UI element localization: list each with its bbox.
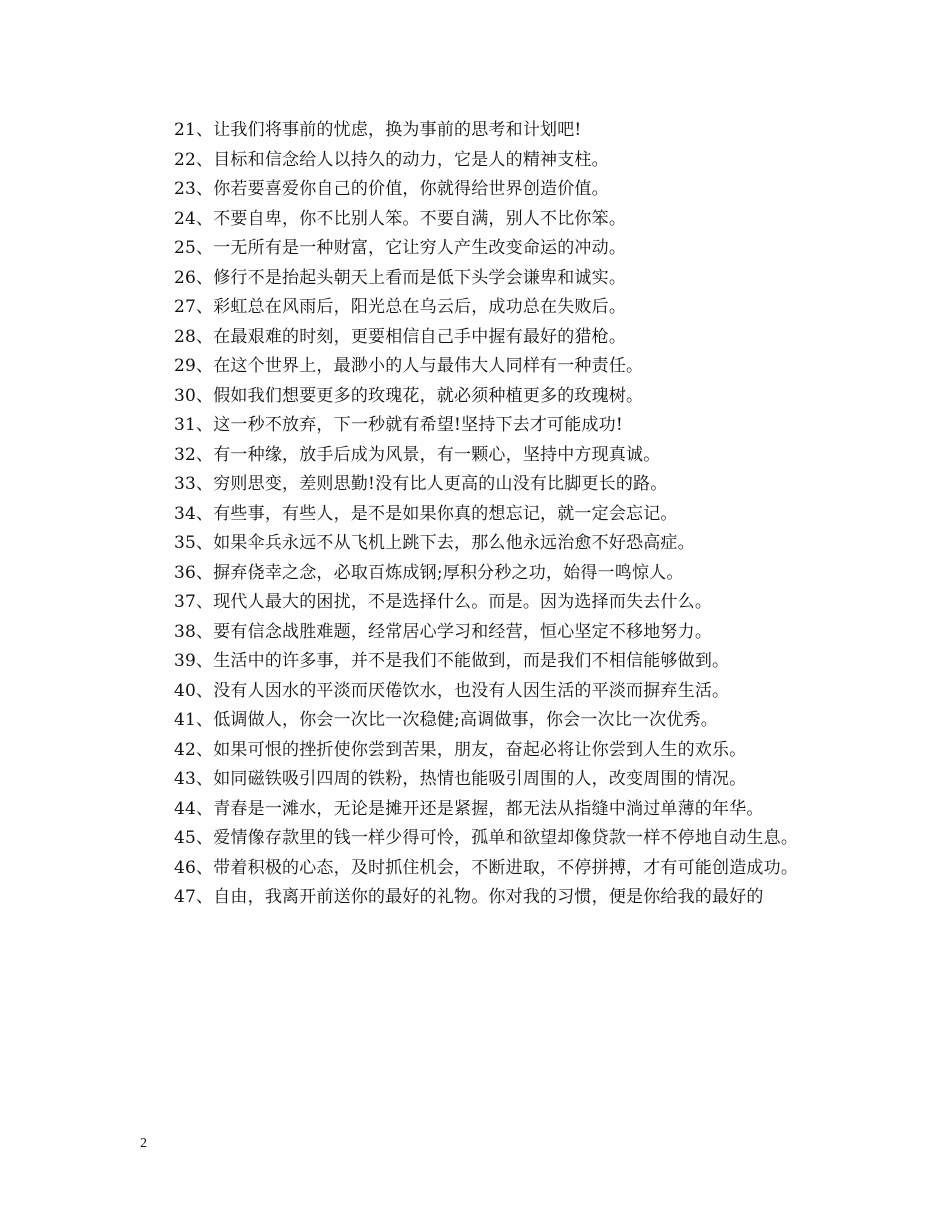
quote-paragraph-41: 41、低调做人，你会一次比一次稳健;高调做事，你会一次比一次优秀。 bbox=[174, 710, 718, 730]
quote-paragraph-32: 32、有一种缘，放手后成为风景，有一颗心，坚持中方现真诚。 bbox=[174, 444, 661, 465]
quote-paragraph-31: 31、这一秒不放弃，下一秒就有希望!坚持下去才可能成功! bbox=[174, 415, 623, 435]
quote-paragraph-27: 27、彩虹总在风雨后，阳光总在乌云后，成功总在失败后。 bbox=[174, 297, 627, 317]
quote-paragraph-39: 39、生活中的许多事，并不是我们不能做到，而是我们不相信能够做到。 bbox=[174, 651, 730, 671]
quote-paragraph-36: 36、摒弃侥幸之念，必取百炼成钢;厚积分秒之功，始得一鸣惊人。 bbox=[174, 562, 684, 583]
quote-paragraph-30: 30、假如我们想要更多的玫瑰花，就必须种植更多的玫瑰树。 bbox=[174, 385, 644, 406]
quote-paragraph-25: 25、一无所有是一种财富，它让穷人产生改变命运的冲动。 bbox=[174, 238, 627, 258]
quote-paragraph-33: 33、穷则思变，差则思勤!没有比人更高的山没有比脚更长的路。 bbox=[174, 474, 668, 494]
quote-paragraph-43: 43、如同磁铁吸引四周的铁粉，热情也能吸引周围的人，改变周围的情况。 bbox=[174, 769, 747, 789]
quote-paragraph-28: 28、在最艰难的时刻，更要相信自己手中握有最好的猎枪。 bbox=[174, 326, 627, 347]
quote-paragraph-44: 44、青春是一滩水，无论是摊开还是紧握，都无法从指缝中淌过单薄的年华。 bbox=[174, 798, 764, 819]
quote-paragraph-37: 37、现代人最大的困扰，不是选择什么。而是。因为选择而失去什么。 bbox=[174, 592, 713, 612]
quote-paragraph-40: 40、没有人因水的平淡而厌倦饮水，也没有人因生活的平淡而摒弃生活。 bbox=[174, 680, 730, 701]
quote-paragraph-23: 23、你若要喜爱你自己的价值，你就得给世界创造价值。 bbox=[174, 179, 609, 199]
quote-paragraph-29: 29、在这个世界上，最渺小的人与最伟大人同样有一种责任。 bbox=[174, 356, 644, 376]
page-number: 2 bbox=[140, 1136, 147, 1151]
document-body bbox=[140, 116, 820, 913]
quote-paragraph-38: 38、要有信念战胜难题，经常居心学习和经营，恒心坚定不移地努力。 bbox=[174, 621, 713, 642]
quote-paragraph-35: 35、如果伞兵永远不从飞机上跳下去，那么他永远治愈不好恐高症。 bbox=[174, 533, 695, 553]
quote-paragraph-21: 21、让我们将事前的忧虑，换为事前的思考和计划吧! bbox=[174, 120, 582, 140]
quote-paragraph-22: 22、目标和信念给人以持久的动力，它是人的精神支柱。 bbox=[174, 149, 609, 170]
quote-paragraph-24: 24、不要自卑，你不比别人笨。不要自满，别人不比你笨。 bbox=[174, 208, 627, 229]
quote-paragraph-34: 34、有些事，有些人，是不是如果你真的想忘记，就一定会忘记。 bbox=[174, 503, 678, 524]
quote-paragraph-46: 46、带着积极的心态，及时抓住机会，不断进取，不停拼搏，才有可能创造成功。 bbox=[174, 857, 799, 878]
quote-paragraph-26: 26、修行不是抬起头朝天上看而是低下头学会谦卑和诚实。 bbox=[174, 267, 627, 288]
quote-paragraph-42: 42、如果可恨的挫折使你尝到苦果，朋友，奋起必将让你尝到人生的欢乐。 bbox=[174, 739, 747, 760]
quote-paragraph-47: 47、自由，我离开前送你的最好的礼物。你对我的习惯，便是你给我的最好的 bbox=[174, 887, 764, 907]
quote-paragraph-45: 45、爱情像存款里的钱一样少得可怜，孤单和欲望却像贷款一样不停地自动生息。 bbox=[174, 828, 799, 848]
